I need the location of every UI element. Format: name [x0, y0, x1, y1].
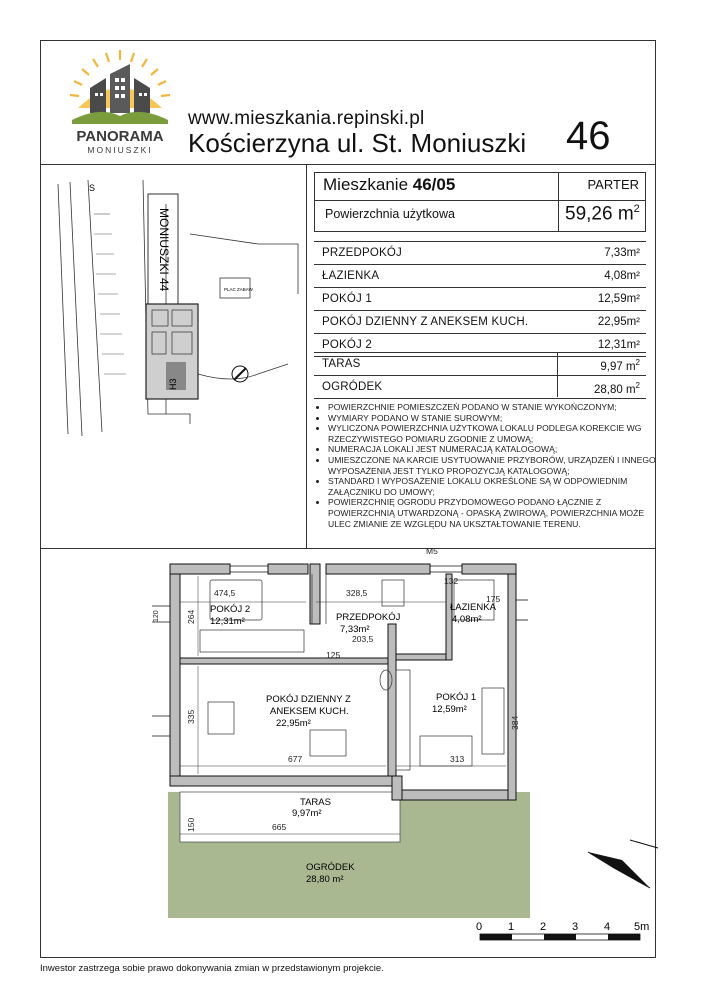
- dimension-label: 328,5: [346, 588, 368, 598]
- dimension-label: 120: [153, 610, 160, 622]
- table-row: POKÓJ 1 12,59m²: [314, 288, 646, 311]
- north-arrow-icon: [232, 366, 248, 382]
- room-label: ŁAZIENKA: [450, 602, 496, 613]
- table-row: POKÓJ DZIENNY Z ANEKSEM KUCH. 22,95m²: [314, 311, 646, 334]
- table-row: PRZEDPOKÓJ 7,33m²: [314, 242, 646, 265]
- scale-tick-label: 5m: [634, 921, 650, 933]
- building-number: 46: [566, 114, 611, 158]
- room-label: POKÓJ 2: [210, 604, 251, 615]
- table-row: POKÓJ 2 12,31m²: [314, 334, 646, 357]
- column-divider: [306, 164, 307, 548]
- table-row: ŁAZIENKA 4,08m²: [314, 265, 646, 288]
- list-item: • NUMERACJA LOKALI JEST NUMERACJĄ KATALOGOWĄ;: [328, 444, 656, 455]
- list-item: • POWIERZCHNIĘ OGRODU PRZYDOMOWEGO PODANO ŁĄCZNIE Z POWIERZCHNIĄ UTWARDZONĄ - OPASKĄ ŻWIROWĄ, POWIERZCHNIA MOŻE ULEC ZMIANIE ZE WZGLĘDU NA UKSZTAŁTOWANIE TERENU.: [328, 497, 656, 529]
- play-area-label: PLAC ZABAW: [224, 287, 253, 292]
- compass-icon: [584, 838, 660, 898]
- outdoor-areas-table: [314, 352, 646, 399]
- dimension-label: 313: [450, 754, 465, 764]
- usable-area-label: Powierzchnia użytkowa: [325, 207, 455, 221]
- room-area-label: 12,31m²: [210, 616, 245, 627]
- dimension-label: 474,5: [214, 588, 236, 598]
- scale-bar: [472, 914, 662, 954]
- dimension-label: 203,5: [352, 634, 374, 644]
- scale-tick-label: 2: [540, 921, 547, 933]
- room-area-label: 9,97m²: [292, 808, 322, 819]
- apartment-title: Mieszkanie 46/05: [323, 175, 456, 194]
- dimension-label: 264: [186, 609, 196, 624]
- usable-area-value: 59,26 $m^2$: [565, 203, 640, 225]
- hill-icon: [72, 112, 168, 124]
- list-item: • UMIESZCZONE NA KARCIE USYTUOWANIE PRZYBORÓW, URZĄDZEŃ I INNEGO WYPOSAŻENIA JEST TYLKO PROPOZYCJĄ KATALOGOWĄ;: [328, 455, 656, 476]
- dimension-label: 665: [272, 822, 287, 832]
- panorama-logo: [60, 48, 180, 158]
- meter-label: M5: [426, 546, 438, 556]
- site-key-plan: [48, 174, 300, 442]
- marker-label: H3: [168, 378, 178, 390]
- room-areas-table: [314, 241, 646, 357]
- dimension-label: 175: [486, 594, 501, 604]
- list-item: • POWIERZCHNIE POMIESZCZEŃ PODANO W STANIE WYKOŃCZONYM;: [328, 402, 656, 413]
- room-label: POKÓJ 1: [436, 692, 477, 703]
- room-area-label: 12,59m²: [432, 704, 467, 715]
- list-item: • WYMIARY PODANO W STANIE SUROWYM;: [328, 413, 656, 424]
- room-label: POKÓJ DZIENNY Z: [266, 694, 351, 705]
- dimension-label: 677: [288, 754, 303, 764]
- scale-tick-label: 3: [572, 921, 579, 933]
- room-label: TARAS: [300, 797, 331, 808]
- s-label: S: [89, 183, 96, 193]
- apartment-info-box: [314, 172, 646, 232]
- logo-subtitle: MONIUSZKI: [87, 145, 153, 155]
- header-divider: [40, 164, 656, 165]
- website-url[interactable]: www.mieszkania.repinski.pl: [188, 108, 425, 129]
- floor-label: PARTER: [587, 177, 639, 192]
- room-label: ANEKSEM KUCH.: [270, 706, 349, 717]
- room-label: PRZEDPOKÓJ: [336, 612, 401, 623]
- logo-graphic: [60, 48, 180, 158]
- table-row: OGRÓDEK 28,80 $m^2$: [314, 376, 646, 399]
- room-area-label: 28,80 m²: [306, 874, 344, 885]
- notes-list: [316, 402, 656, 529]
- list-item: • STANDARD I WYPOSAŻENIE LOKALU OKREŚLONE SĄ W ODPOWIEDNIM ZAŁĄCZNIKU DO UMOWY;: [328, 476, 656, 497]
- room-area-label: 4,08m²: [452, 614, 482, 625]
- dimension-label: 335: [186, 709, 196, 724]
- room-label: OGRÓDEK: [306, 862, 355, 873]
- scale-tick-label: 1: [508, 921, 515, 933]
- list-item: • WYLICZONA POWIERZCHNIA UŻYTKOWA LOKALU PODLEGA KOREKCIE WG RZECZYWISTEGO POMIARU ZGODNIE Z UMOWĄ;: [328, 423, 656, 444]
- disclaimer: Inwestor zastrzega sobie prawo dokonywania zmian w przedstawionym projekcie.: [40, 963, 384, 974]
- dimension-label: 125: [326, 650, 341, 660]
- scale-tick-label: 0: [476, 921, 483, 933]
- scale-tick-label: 4: [604, 921, 611, 933]
- logo-title: PANORAMA: [76, 128, 164, 145]
- room-area-label: 7,33m²: [340, 624, 370, 635]
- address-title: Kościerzyna ul. St. Moniuszki: [188, 128, 527, 158]
- dimension-label: 150: [186, 817, 196, 832]
- dimension-label: 384: [510, 715, 520, 730]
- room-area-label: 22,95m²: [276, 718, 311, 729]
- terrace-area: [180, 792, 400, 842]
- dimension-label: 132: [444, 576, 459, 586]
- building-icon: [90, 64, 150, 113]
- table-row: TARAS 9,97 $m^2$: [314, 353, 646, 376]
- building-label: MONIUSZKI 44: [157, 208, 171, 292]
